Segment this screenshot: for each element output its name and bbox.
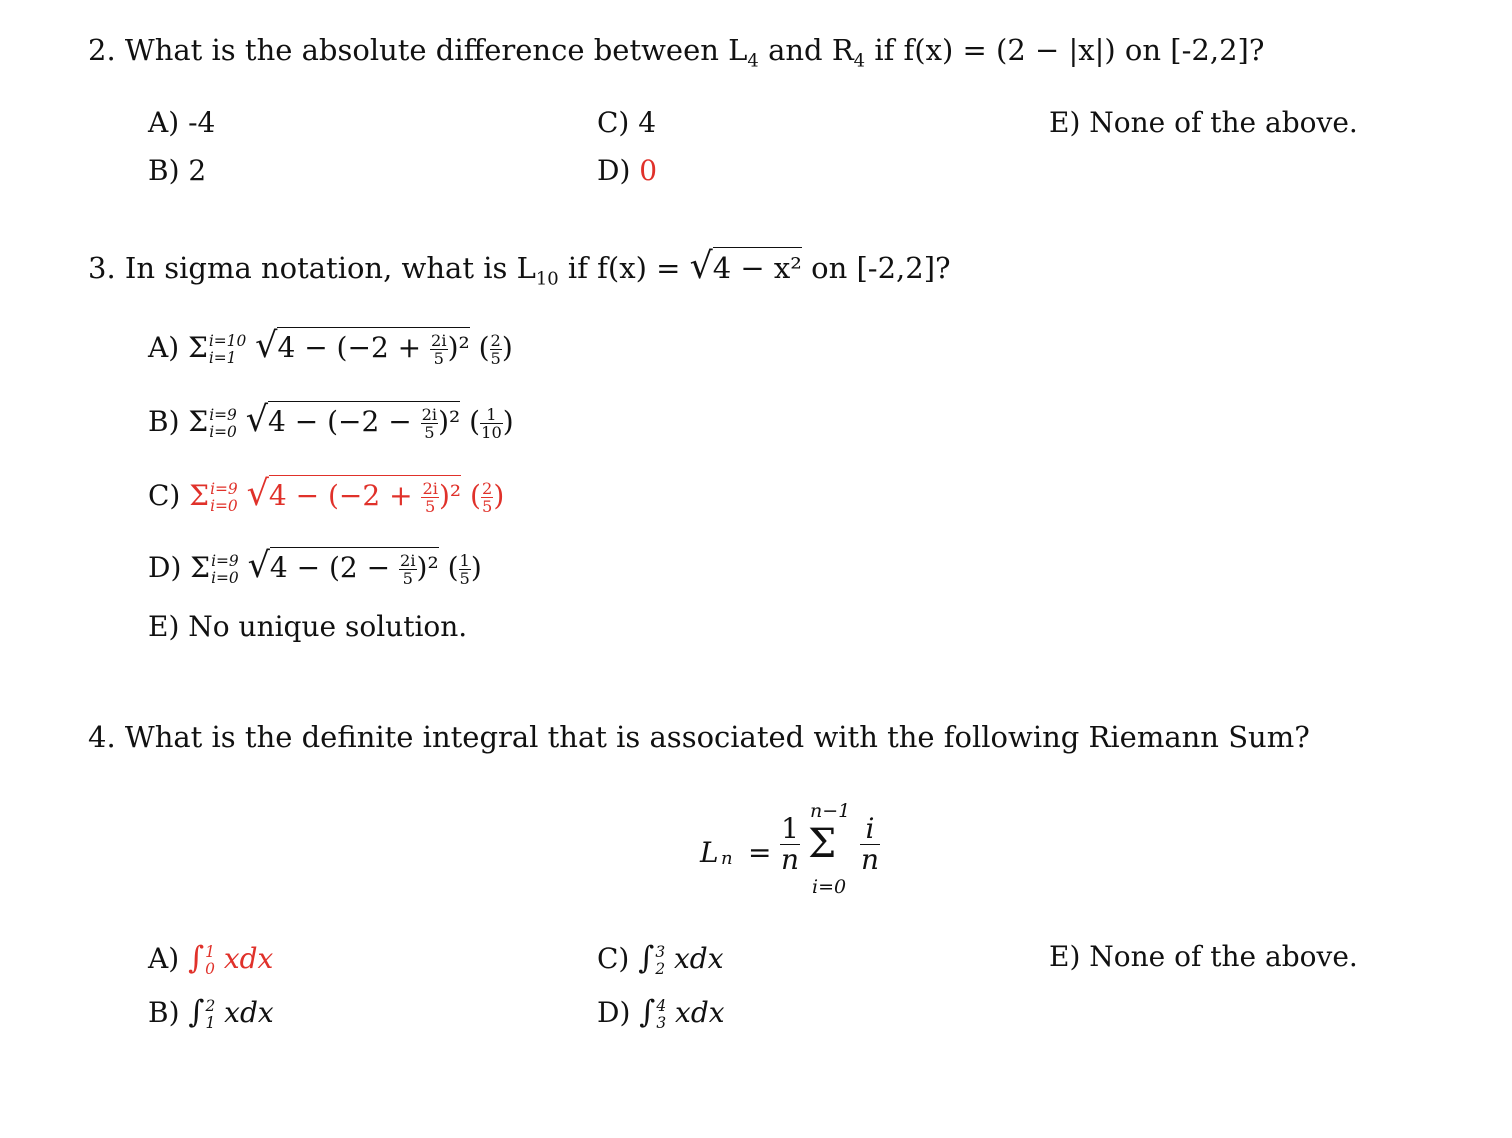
integral-icon: ∫ (188, 940, 205, 976)
upper-limit: i=9 (211, 552, 239, 571)
q4-option-d[interactable] (597, 994, 725, 1031)
radicand-pre: 4 − (−2 + (268, 479, 422, 512)
sqrt-icon: √ (246, 474, 269, 514)
integral-icon: ∫ (188, 994, 205, 1030)
integrand: xdx (224, 996, 274, 1029)
upper-limit: 4 (656, 997, 667, 1016)
frac-den: 5 (433, 349, 444, 368)
coef-den: n (780, 843, 800, 876)
lower-limit: 0 (205, 959, 215, 978)
fraction (421, 480, 439, 515)
option-label: A) (148, 331, 180, 364)
sum-lower-limit: i=0 (812, 876, 847, 898)
option-label: E) (1049, 106, 1081, 139)
option-label: A) (148, 106, 180, 139)
q3-option-c[interactable] (148, 474, 504, 515)
radicand-pre: 4 − (2 − (269, 551, 399, 584)
q2-option-b[interactable] (148, 154, 206, 187)
sqrt-icon: √ (245, 400, 269, 440)
integral-limits (205, 998, 215, 1030)
upper-limit: i=9 (209, 406, 237, 425)
mult-den: 10 (481, 423, 502, 442)
formula-coefficient (780, 814, 800, 875)
option-label: E) (1049, 940, 1081, 973)
radicand (269, 547, 439, 588)
option-label: A) (148, 942, 180, 975)
mult-num: 1 (480, 406, 503, 424)
lower-limit: i=1 (208, 348, 237, 367)
integral-limits (655, 944, 665, 976)
option-value: None of the above. (1089, 106, 1358, 139)
upper-limit: 1 (205, 943, 215, 962)
radicand-post: )² (416, 551, 439, 584)
correct-answer-expression: Σ i=9 i=0 √4 − (−2 + $\frac{2i}{5}$ )² ( $\frac{2}{5}$ ) (189, 474, 505, 516)
option-value: 4 (638, 106, 657, 139)
mult-den: 5 (481, 497, 493, 516)
sum-limits (209, 333, 246, 365)
option-label: D) (148, 551, 182, 584)
frac-den: 5 (402, 569, 413, 588)
option-value: No unique solution. (188, 610, 468, 643)
sqrt-icon: √ (247, 546, 270, 586)
radicand-pre: 4 − (−2 + (277, 331, 431, 364)
upper-limit: i=10 (208, 332, 247, 351)
q4-option-e[interactable] (1049, 940, 1358, 973)
sqrt-icon: √ (255, 326, 278, 366)
frac-den: 5 (425, 497, 436, 516)
multiplier (490, 332, 502, 367)
option-label: D) (597, 154, 631, 187)
frac-num: 2i (431, 330, 447, 350)
option-label: C) (148, 479, 181, 512)
question-4-stem (88, 720, 1310, 754)
q2-option-d[interactable] (597, 154, 657, 187)
integral-icon: ∫ (638, 940, 655, 976)
radicand-post: )² (438, 405, 461, 438)
q4-stem-text: 4. What is the definite integral that is associated with the following Riemann Sum? (88, 720, 1310, 754)
lower-limit: 2 (655, 959, 666, 978)
q3-stem-start: 3. In sigma notation, what is L (88, 251, 536, 285)
integrand: xdx (675, 996, 725, 1029)
sum-upper-limit: n−1 (810, 800, 851, 822)
frac-den: 5 (424, 423, 435, 442)
coef-num: 1 (781, 812, 799, 845)
fraction (430, 332, 448, 367)
integral-limits (656, 998, 666, 1030)
lower-limit: i=0 (209, 422, 237, 441)
radicand (268, 475, 462, 516)
q3-option-b[interactable]: B) Σ i=9 i=0 √4 − (−2 − $\frac{2i}{5}$ )² ( $\frac{1}{10}$ ) (148, 400, 514, 442)
q3-option-d[interactable]: D) Σ i=9 i=0 √4 − (2 − $\frac{2i}{5}$ )² ( $\frac{1}{5}$ ) (148, 546, 482, 588)
sigma-icon: Σ (188, 331, 208, 364)
integral-icon: ∫ (639, 994, 656, 1030)
sum-limits (209, 407, 237, 439)
fraction (399, 552, 417, 587)
q2-stem-start: 2. What is the absolute difference between L (88, 33, 748, 67)
q2-sub-2: 4 (853, 50, 866, 72)
mult-den: 5 (490, 349, 501, 368)
q4-option-a[interactable] (148, 940, 273, 977)
term-den: n (860, 843, 880, 876)
option-value-correct: 0 (639, 154, 658, 187)
upper-limit: 3 (655, 943, 666, 962)
option-label: C) (597, 106, 630, 139)
frac-num: 2i (400, 550, 416, 570)
q2-stem-end: if f(x) = (2 − |x|) on [-2,2]? (865, 33, 1265, 67)
mult-num: 1 (459, 550, 470, 570)
sum-limits (210, 481, 238, 513)
q3-stem-mid: if f(x) = (558, 251, 690, 285)
q3-radicand: 4 − x² (713, 247, 802, 285)
sum-limits (211, 553, 239, 585)
q3-option-e[interactable] (148, 610, 467, 643)
radicand-pre: 4 − (−2 − (268, 405, 421, 438)
integrand: xdx (223, 942, 274, 975)
option-label: C) (597, 942, 630, 975)
formula-term (860, 814, 880, 875)
option-label: B) (148, 154, 180, 187)
integrand: xdx (674, 942, 724, 975)
mult-num: 2 (481, 478, 493, 498)
multiplier (481, 480, 493, 515)
correct-answer-expression (188, 940, 274, 978)
option-value: -4 (188, 106, 216, 139)
radicand-post: )² (438, 479, 462, 512)
formula-equals: = (748, 836, 772, 869)
q2-option-c[interactable] (597, 106, 656, 139)
formula-lhs-sub: n (721, 848, 733, 869)
radicand-post: )² (447, 331, 470, 364)
q3-stem-end: on [-2,2]? (801, 251, 951, 285)
frac-num: 2i (421, 404, 438, 424)
sigma-icon: Σ (188, 405, 209, 438)
lower-limit: i=0 (211, 568, 239, 587)
option-label: D) (597, 996, 631, 1029)
q2-sub-1: 4 (747, 50, 759, 72)
term-num: i (860, 814, 880, 845)
fraction (421, 406, 439, 441)
q2-option-a[interactable] (148, 106, 215, 139)
sigma-icon: Σ (190, 551, 211, 584)
sqrt-icon: √ (689, 244, 713, 287)
option-value: None of the above. (1089, 940, 1358, 973)
mult-num: 2 (490, 330, 501, 350)
option-label: E) (148, 610, 180, 643)
lower-limit: 1 (205, 1013, 216, 1032)
option-value: 2 (188, 154, 207, 187)
lower-limit: 3 (656, 1013, 667, 1032)
formula-lhs: L (700, 836, 719, 869)
option-label: B) (148, 996, 180, 1029)
q2-option-e[interactable] (1049, 106, 1358, 139)
frac-num: 2i (422, 478, 438, 498)
upper-limit: 2 (205, 997, 216, 1016)
question-2-stem (88, 33, 1264, 71)
q3-option-a[interactable]: A) Σ i=10 i=1 √4 − (−2 + $\frac{2i}{5}$ )² ( $\frac{2}{5}$ ) (148, 326, 513, 368)
multiplier (480, 406, 503, 441)
option-label: B) (148, 405, 180, 438)
sigma-icon: Σ (808, 821, 837, 867)
q3-sub: 10 (535, 268, 559, 290)
q2-stem-mid: and R (758, 33, 854, 67)
integral-limits (205, 944, 215, 976)
mult-den: 5 (459, 569, 470, 588)
lower-limit: i=0 (210, 496, 238, 515)
sigma-icon: Σ (189, 479, 210, 512)
multiplier (459, 552, 471, 587)
q4-option-c[interactable] (597, 940, 724, 977)
upper-limit: i=9 (210, 480, 238, 499)
q4-option-b[interactable] (148, 994, 274, 1031)
question-3-stem (88, 244, 951, 289)
